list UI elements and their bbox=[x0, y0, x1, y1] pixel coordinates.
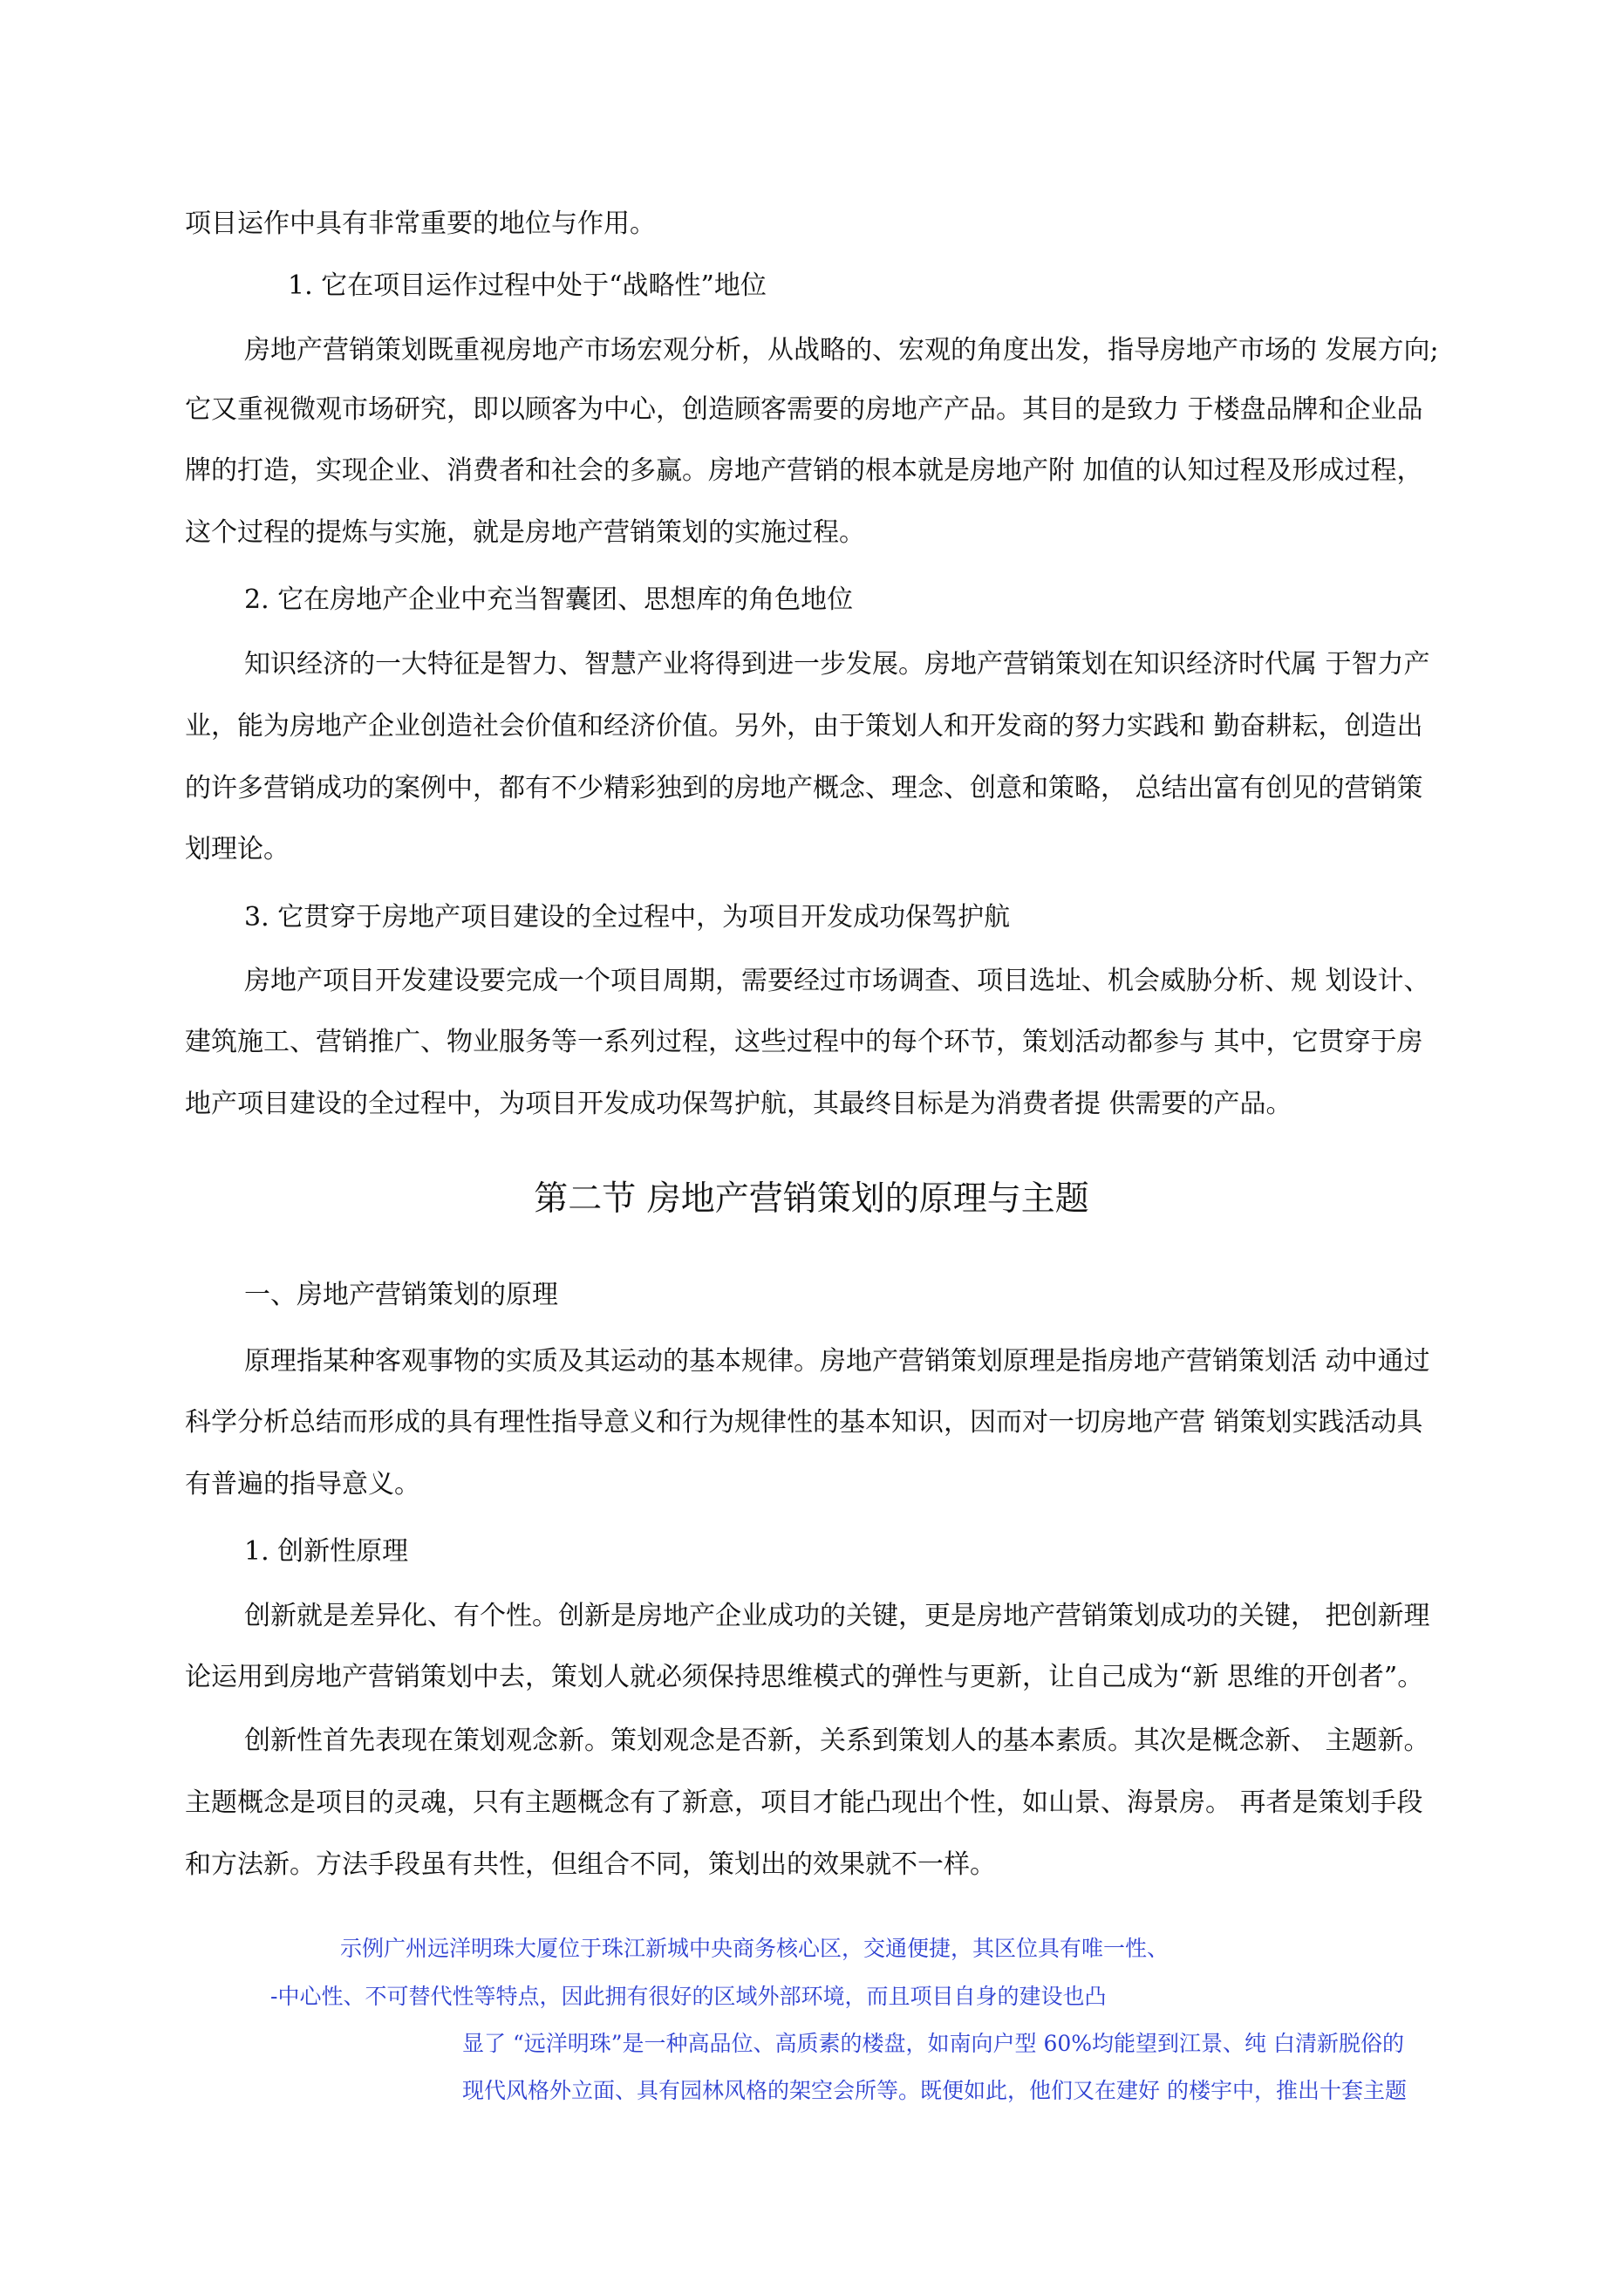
list-heading: 2. 它在房地产企业中充当智囊团、思想库的角色地位 bbox=[244, 584, 854, 615]
body-line: 地产项目建设的全过程中，为项目开发成功保驾护航，其最终目标是为消费者提 供需要的产品。 bbox=[185, 1089, 1292, 1119]
list-heading: 1. 它在项目运作过程中处于“战略性”地位 bbox=[288, 270, 767, 301]
body-line: 这个过程的提炼与实施，就是房地产营销策划的实施过程。 bbox=[185, 517, 865, 548]
body-line: 的许多营销成功的案例中，都有不少精彩独到的房地产概念、理念、创意和策略， 总结出富有创见的营销策 bbox=[185, 773, 1423, 803]
body-line: 原理指某种客观事物的实质及其运动的基本规律。房地产营销策划原理是指房地产营销策划活 动中通过 bbox=[244, 1346, 1430, 1377]
body-line: 创新性首先表现在策划观念新。策划观念是否新，关系到策划人的基本素质。其次是概念新、 主题新。 bbox=[244, 1725, 1430, 1756]
subsection-heading: 一、房地产营销策划的原理 bbox=[244, 1280, 558, 1310]
body-line: 有普遍的指导意义。 bbox=[185, 1469, 420, 1500]
example-line: 显了 “远洋明珠”是一种高品位、高质素的楼盘，如南向户型 60%均能望到江景、纯 白清新脱俗的 bbox=[462, 2031, 1404, 2056]
section-title: 第二节 房地产营销策划的原理与主题 bbox=[534, 1179, 1089, 1219]
body-line: 建筑施工、营销推广、物业服务等一系列过程，这些过程中的每个环节，策划活动都参与 其中，它贯穿于房 bbox=[185, 1027, 1423, 1057]
body-line: 科学分析总结而形成的具有理性指导意义和行为规律性的基本知识，因而对一切房地产营 销策划实践活动具 bbox=[185, 1407, 1423, 1438]
body-line: 项目运作中具有非常重要的地位与作用。 bbox=[185, 208, 656, 239]
example-line: 示例广州远洋明珠大厦位于珠江新城中央商务核心区，交通便捷，其区位具有唯一性、 bbox=[340, 1936, 1170, 1961]
body-line: 创新就是差异化、有个性。创新是房地产企业成功的关键，更是房地产营销策划成功的关键， 把创新理 bbox=[244, 1601, 1430, 1631]
body-line: 知识经济的一大特征是智力、智慧产业将得到进一步发展。房地产营销策划在知识经济时代属 于智力产 bbox=[244, 649, 1430, 680]
list-heading: 3. 它贯穿于房地产项目建设的全过程中，为项目开发成功保驾护航 bbox=[244, 902, 1011, 933]
body-line: 房地产营销策划既重视房地产市场宏观分析，从战略的、宏观的角度出发，指导房地产市场的 发展方向; bbox=[244, 335, 1439, 366]
body-line: 主题概念是项目的灵魂，只有主题概念有了新意，项目才能凸现出个性，如山景、海景房。 再者是策划手段 bbox=[185, 1787, 1423, 1818]
list-heading: 1. 创新性原理 bbox=[244, 1536, 409, 1567]
body-line: 业，能为房地产企业创造社会价值和经济价值。另外，由于策划人和开发商的努力实践和 勤奋耕耘，创造出 bbox=[185, 711, 1423, 741]
body-line: 论运用到房地产营销策划中去，策划人就必须保持思维模式的弹性与更新，让自己成为“新 思维的开创者”。 bbox=[185, 1662, 1424, 1692]
body-line: 房地产项目开发建设要完成一个项目周期，需要经过市场调查、项目选址、机会威胁分析、规 划设计、 bbox=[244, 966, 1430, 996]
body-line: 和方法新。方法手段虽有共性，但组合不同，策划出的效果就不一样。 bbox=[185, 1849, 996, 1880]
example-line: 现代风格外立面、具有园林风格的架空会所等。既便如此，他们又在建好 的楼宇中，推出十套主题 bbox=[462, 2078, 1407, 2103]
body-line: 划理论。 bbox=[185, 834, 290, 864]
example-line: -中心性、不可替代性等特点，因此拥有很好的区域外部环境，而且项目自身的建设也凸 bbox=[270, 1984, 1107, 2009]
body-line: 牌的打造，实现企业、消费者和社会的多赢。房地产营销的根本就是房地产附 加值的认知过程及形成过程， bbox=[185, 455, 1423, 486]
body-line: 它又重视微观市场研究，即以顾客为中心，创造顾客需要的房地产产品。其目的是致力 于楼盘品牌和企业品 bbox=[185, 394, 1423, 425]
